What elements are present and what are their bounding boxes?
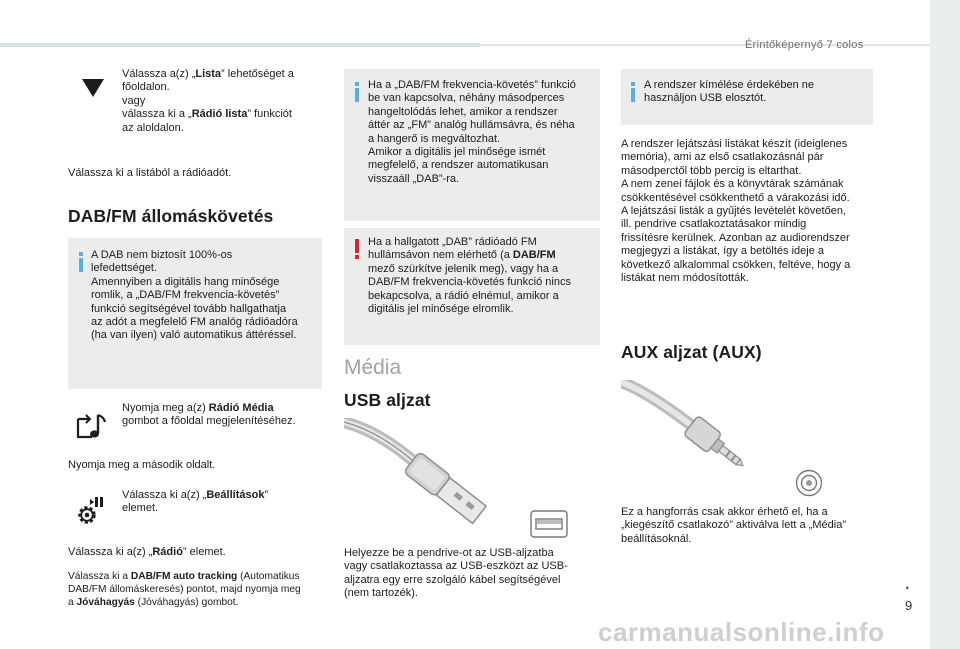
settings-gear-icon [74, 495, 110, 529]
aux-jack-illustration [621, 380, 761, 480]
aux-heading: AUX aljzat (AUX) [621, 342, 762, 362]
usb-socket-icon [530, 510, 568, 538]
tracking-info-text: Ha a „DAB/FM frekvencia-követés” funkció be van kapcsolva, néhány másodperces hangeltolódás lehet, amikor a rendszer áttér az „FM” analóg hullámsávra, és néha a hangerő is megváltozhat. Amikor a digitális jel minősége ismét megfelelő, a rendszer automatikusan visszaáll „DAB”-ra. [368, 79, 576, 185]
warning-icon [353, 239, 361, 259]
aux-instructions: Ez a hangforrás csak akkor érhető el, ha a „kiegészítő csatlakozó” aktiválva lett a „Média” beállításoknál. [621, 506, 846, 545]
usb-cable-illustration [344, 418, 514, 528]
dab-info-text: A DAB nem biztosít 100%-os lefedettséget. Amennyiben a digitális hang minősége romlik, a „DAB/FM frekvencia-követés” funkció segítségével tovább hallgathatja az adót a megfelelő FM analóg rádióadóra (ha van ilyen) való automatikus áttéréssel. [91, 249, 298, 342]
radio-step: Válassza ki a(z) „Rádió” elemet. [68, 546, 226, 558]
usb-instructions: Helyezze be a pendrive-ot az USB-aljzatba vagy csatlakoztassa az USB-eszközt az USB- aljzatra egy erre szolgáló kábel segítségével (nem tartozék). [344, 547, 568, 600]
page-edge-strip [930, 0, 960, 649]
playlist-text: A rendszer lejátszási listákat készít (ideiglenes memória), ami az első csatlakozásnál pár másodperctől több percig is eltarthat. A nem zenei fájlok és a könyvtárak számának csökkentésével csökkenthető a várakozási idő. A lejátszási listák a gyűjtés levételét követően, ill. pendrive csatlakoztatásakor mindig frissítésre kerülnek. Azonban az audiorendszer megjegyzi a listákat, így a betöltés ideje a következő alkalommal csökken, feltéve, hogy a listákat nem módosították. [621, 138, 851, 285]
select-list-step: Válassza a(z) „Lista” lehetőséget a főoldalon. vagy válassza ki a „Rádió lista” funkciót az aloldalon. [122, 68, 294, 134]
radio-media-icon [74, 411, 110, 441]
info-icon [629, 82, 637, 102]
media-heading: Média [344, 356, 402, 379]
select-station-step: Válassza ki a listából a rádióadót. [68, 167, 232, 179]
info-icon [353, 82, 361, 102]
second-page-step: Nyomja meg a második oldalt. [68, 459, 216, 471]
settings-step: Válassza ki a(z) „Beállítások” elemet. [122, 489, 269, 515]
page-header-title: Érintőképernyő 7 colos [745, 39, 864, 51]
usb-hub-info-text: A rendszer kímélése érdekében ne használjon USB elosztót. [644, 79, 814, 105]
header-rule [0, 43, 480, 47]
aux-socket-icon [795, 469, 823, 497]
auto-tracking-step: Válassza ki a DAB/FM auto tracking (Automatikus DAB/FM állomáskeresés) pontot, majd nyomja meg a Jóváhagyás (Jóváhagyás) gombot. [68, 571, 301, 608]
info-icon [77, 252, 85, 272]
usb-heading: USB aljzat [344, 390, 431, 410]
dab-heading: DAB/FM állomáskövetés [68, 206, 274, 226]
watermark: carmanualsonline.info [598, 617, 885, 647]
continuation-marker: . [905, 576, 910, 593]
triangle-down-icon [82, 77, 104, 99]
page-number: 9 [905, 598, 913, 613]
signal-warning-text: Ha a hallgatott „DAB” rádióadó FM hullámsávon nem elérhető (a DAB/FM mező szürkítve jelenik meg), vagy ha a DAB/FM frekvencia-követés funkció nincs bekapcsolva, a rádió elnémul, amikor a digitális jel minősége elromlik. [368, 236, 571, 316]
radio-media-step: Nyomja meg a(z) Rádió Média gombot a főoldal megjelenítéséhez. [122, 402, 296, 428]
